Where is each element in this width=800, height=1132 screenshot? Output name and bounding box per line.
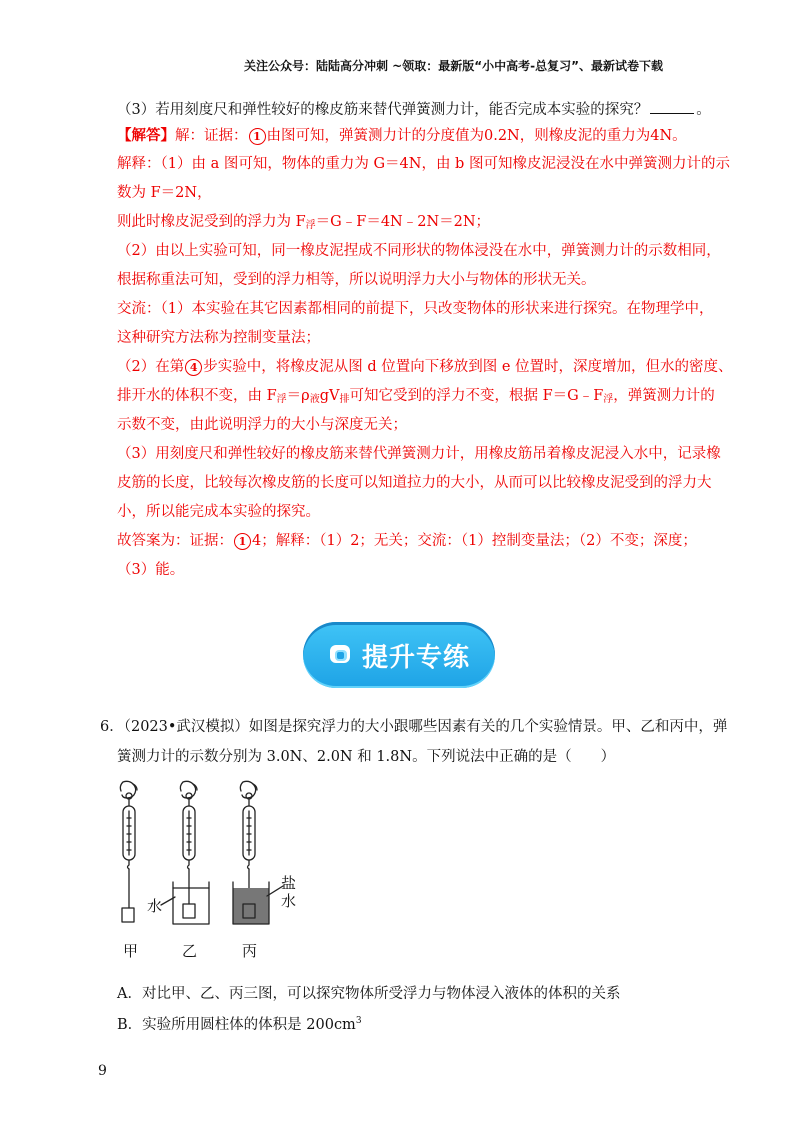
answer-block [117, 121, 733, 585]
label-jia: 甲 [123, 942, 139, 960]
circled-number: 4 [185, 359, 202, 376]
explanation-line [117, 208, 708, 237]
final-answer-text: 故答案为：证据： [117, 533, 233, 549]
communication-text: gV [319, 388, 340, 404]
subscript: 浮 [276, 394, 287, 405]
communication-line: 交流：（1）本实验在其它因素都相同的前提下，只改变物体的形状来进行探究。在物理学中， [117, 301, 714, 317]
practice-banner [303, 622, 495, 688]
banner-label: 提升专练 [361, 642, 470, 673]
experiment-figure [105, 778, 335, 963]
answer-evidence-line [117, 121, 708, 150]
communication-text: ，弹簧测力计的 [613, 388, 715, 404]
question-6-line: 簧测力计的示数分别为 3.0N、2.0N 和 1.8N。下列说法中正确的是（ ） [117, 749, 616, 765]
question-6-line: 6．（2023•武汉模拟）如图是探究浮力的大小跟哪些因素有关的几个实验情景。甲、乙和丙中，弹 [100, 719, 728, 735]
communication-line: 小，所以能完成本实验的探究。 [117, 504, 320, 520]
communication-text: 排开水的体积不变，由 F [117, 388, 277, 404]
question-6 [100, 712, 728, 772]
label-yi: 乙 [182, 942, 198, 960]
communication-line: 皮筋的长度，比较每次橡皮筋的长度可以知道拉力的大小，从而可以比较橡皮泥受到的浮力大 [117, 475, 712, 491]
label-salt: 盐 [281, 874, 297, 892]
page-number: 9 [98, 1063, 107, 1079]
communication-text: （2）在第 [117, 359, 185, 375]
answer-tag: 【解答】 [117, 127, 175, 144]
circled-number: 1 [249, 128, 266, 145]
communication-text: ＝ρ [286, 388, 310, 404]
final-answer-text: 4；解释：（1）2；无关；交流：（1）控制变量法；（2）不变；深度； [252, 533, 697, 549]
explanation-text: 则此时橡皮泥受到的浮力为 F [117, 214, 306, 230]
subscript: 浮 [305, 220, 316, 231]
label-water: 水 [147, 897, 163, 915]
circled-number: 1 [234, 533, 251, 550]
spring-scale-bing [240, 781, 257, 904]
explanation-line: 根据称重法可知，受到的浮力相等，所以说明浮力大小与物体的形状无关。 [117, 272, 596, 288]
final-answer-line [117, 527, 708, 556]
communication-text: 步实验中，将橡皮泥从图 d 位置向下移放到图 e 位置时，深度增加，但水的密度、 [203, 359, 733, 375]
answer-evidence-text: 由图可知，弹簧测力计的分度值为0.2N，则橡皮泥的重力为4N。 [266, 128, 687, 144]
option-b-text: B．实验所用圆柱体的体积是 200cm [117, 1017, 356, 1033]
communication-line [117, 382, 715, 411]
communication-text: 可知它受到的浮力不变，根据 F＝G﹣F [349, 388, 604, 404]
header-note: 关注公众号：陆陆高分冲刺 ~领取：最新版“小中高考-总复习”、最新试卷下载 [244, 59, 663, 73]
explanation-line: 数为 F＝2N， [117, 185, 212, 201]
answer-blank [650, 99, 694, 114]
label-salt-water: 水 [281, 892, 297, 910]
label-bing: 丙 [242, 942, 258, 960]
final-answer-line: （3）能。 [117, 562, 185, 578]
chat-bubble-icon [328, 642, 354, 668]
communication-line [117, 353, 733, 382]
subscript: 排 [339, 394, 350, 405]
answer-evidence-prefix: 解：证据： [175, 128, 248, 144]
explanation-line: （2）由以上实验可知，同一橡皮泥捏成不同形状的物体浸没在水中，弹簧测力计的示数相同， [117, 243, 721, 259]
subscript: 液 [309, 394, 320, 405]
spring-scale-yi [161, 781, 209, 924]
option-b [117, 1013, 362, 1034]
question-3-text: （3）若用刻度尺和弹性较好的橡皮筋来替代弹簧测力计，能否完成本实验的探究？ [117, 102, 649, 118]
spring-scale-diagram [105, 778, 335, 963]
option-a: A．对比甲、乙、丙三图，可以探究物体所受浮力与物体浸入液体的体积的关系 [117, 986, 621, 1002]
communication-line: 这种研究方法称为控制变量法； [117, 330, 320, 346]
communication-line: 示数不变，由此说明浮力的大小与深度无关； [117, 417, 407, 433]
question-3 [117, 98, 711, 119]
subscript: 浮 [603, 394, 614, 405]
option-b-superscript: 3 [355, 1016, 362, 1027]
question-3-end: 。 [696, 102, 711, 118]
spring-scale-jia [120, 781, 137, 922]
explanation-text: ＝G﹣F＝4N﹣2N＝2N； [315, 214, 491, 230]
explanation-line: 解释：（1）由 a 图可知，物体的重力为 G＝4N，由 b 图可知橡皮泥浸没在水中弹簧测力计的示 [117, 156, 730, 172]
communication-line: （3）用刻度尺和弹性较好的橡皮筋来替代弹簧测力计，用橡皮筋吊着橡皮泥浸入水中，记录橡 [117, 446, 721, 462]
